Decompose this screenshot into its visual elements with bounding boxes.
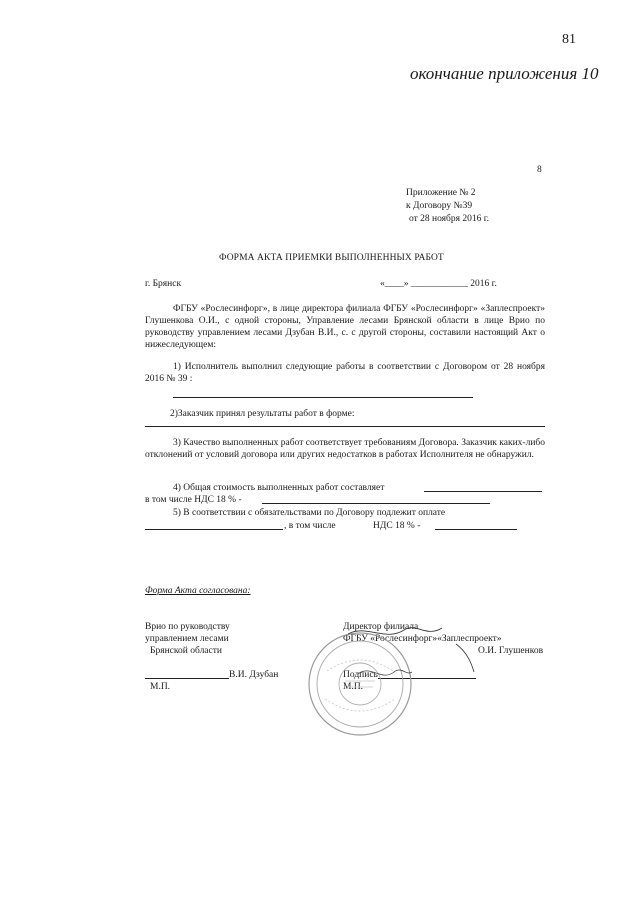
director-signature [346,612,496,702]
right-sign-label: Подпись [343,670,378,680]
annex-line-3: от 28 ноября 2016 г. [409,214,489,224]
item-4-vat: в том числе НДС 18 % - [145,495,242,505]
item-2: 2)Заказчик принял результаты работ в форме: [170,409,355,419]
item-5: 5) В соответствии с обязательствами по Договору подлежит оплате [173,508,446,518]
inner-page-number: 8 [537,165,542,175]
page-number: 81 [562,32,576,47]
item-1-blank [173,397,473,398]
city: г. Брянск [145,279,182,289]
left-signatory-line-3: Брянской области [150,646,222,656]
left-signature-line [145,678,229,679]
item-3: 3) Качество выполненных работ соответствует требованиям Договора. Заказчик каких-либо отклонений от условий договора или других недостатков в работах Исполнителя не обнаружил. [145,438,545,460]
left-signer-name: В.И. Дзубан [229,670,279,680]
agreement-heading: Форма Акта согласована: [145,586,251,596]
annex-line-1: Приложение № 2 [406,188,476,198]
item-2-blank [145,426,545,427]
item-5-vat-blank [435,529,517,530]
item-5-vat: НДС 18 % - [373,521,421,531]
intro-paragraph: ФГБУ «Рослесинфорг», в лице директора филиала ФГБУ «Рослесинфорг» «Заплеспроект» Глушенкова О.И., с одной стороны, Управление лесами Брянской области в лице Врио по руководству управлением лесами Дзубан В.И., с. с другой стороны, составили настоящий Акт о нижеследующем: [145,304,545,350]
item-4-total: 4) Общая стоимость выполненных работ составляет [173,483,385,493]
item-4-vat-blank [262,503,490,504]
date-field: «____» ____________ 2016 г. [380,279,497,289]
right-seal-label: М.П. [343,682,364,692]
appendix-end-note: окончание приложения 10 [410,64,599,83]
annex-line-2: к Договору №39 [406,201,473,211]
right-signatory-line-1: Директор филиала [343,622,419,632]
item-5-incl: , в том числе [284,521,336,531]
left-seal-label: М.П. [150,682,171,692]
right-signatory-line-2: ФГБУ «Рослесинфорг»«Заплеспроект» [343,634,502,644]
right-signer-name: О.И. Глушенков [478,646,544,656]
left-signatory-line-2: управлением лесами [145,634,229,644]
item-1: 1) Исполнитель выполнил следующие работы в соответствии с Договором от 28 ноября 2016 № 39 : [145,362,545,384]
item-5-sum-blank [145,529,283,530]
form-title: ФОРМА АКТА ПРИЕМКИ ВЫПОЛНЕННЫХ РАБОТ [219,253,444,263]
left-signatory-line-1: Врио по руководству [145,622,230,632]
item-4-total-blank [424,491,542,492]
